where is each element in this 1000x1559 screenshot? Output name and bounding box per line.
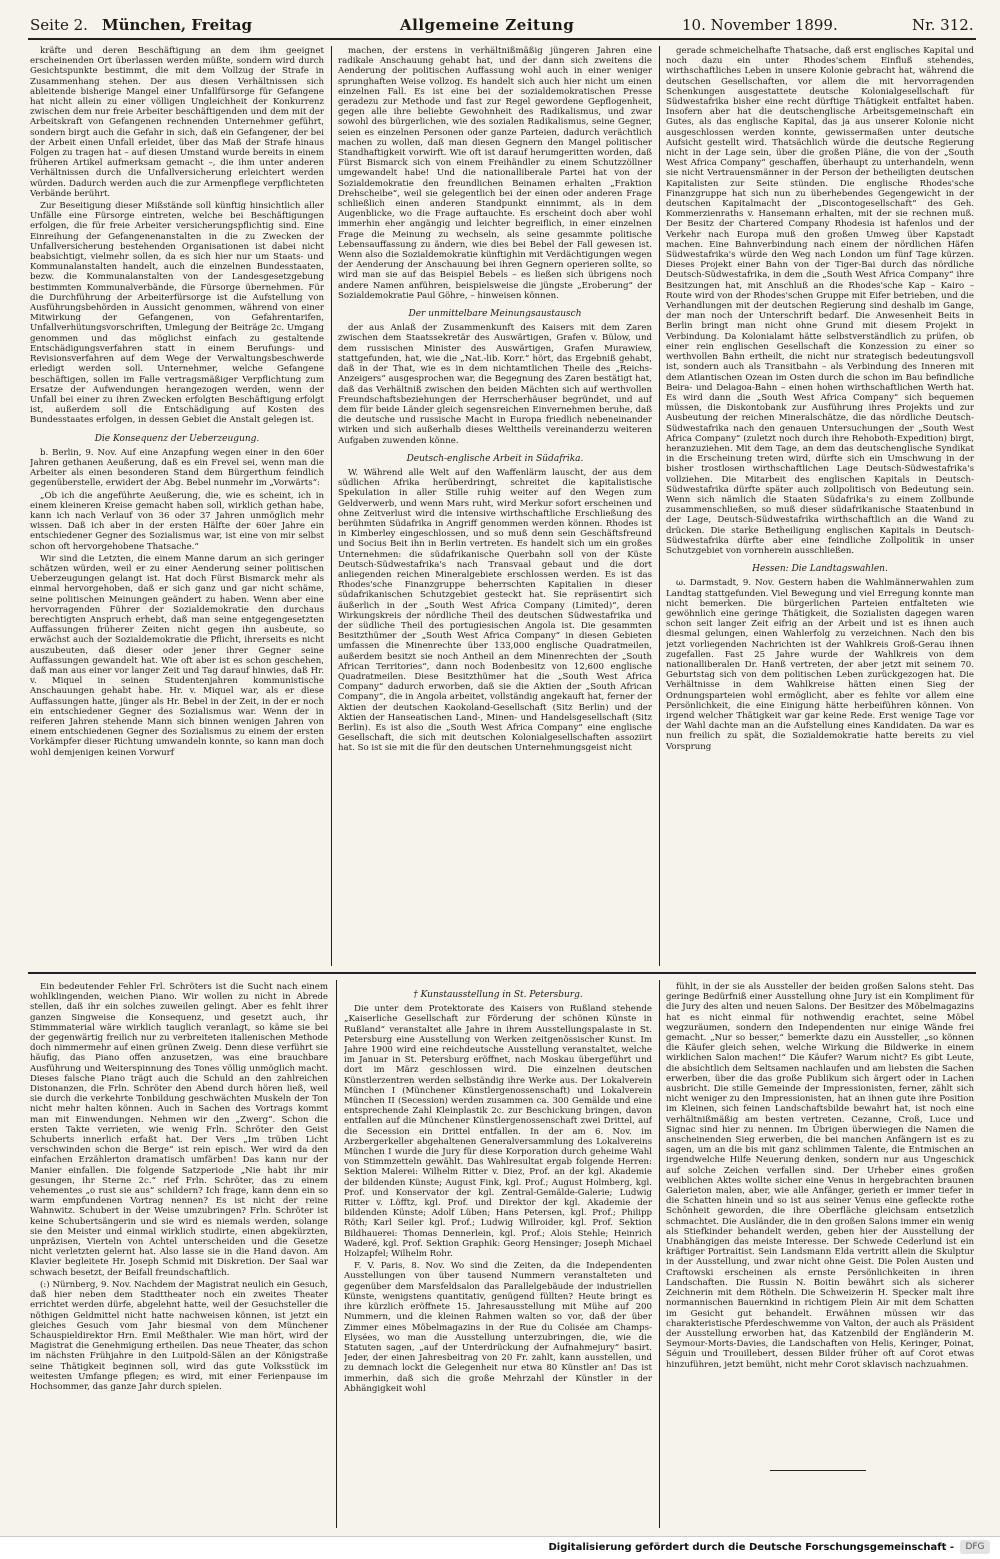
- digitization-footer: [0, 1536, 1000, 1559]
- article-paragraph: gerade schmeichelhafte Thatsache, daß erst englisches Kapital und noch dazu ein unter Rhodes'schem Einfluß stehendes, wirthschaftliches Leben in unsere Kolonie gebracht hat, während die deutschen Gesellschaften, vor allem die mit hervorragenden Schenkungen ausgestattete deutsche Kolonialgesellschaft für Südwestafrika bisher eine recht dürftige Thätigkeit entfaltet haben. Insofern aber hat die deutschenglische Arbeitsgemeinschaft ein Gutes, als das englische Kapital, das ja aus unserer Kolonie nicht ausgeschlossen werden konnte, gewissermaßen unter deutsche Aufsicht gestellt wird. Thatsächlich würde die deutsche Regierung nicht in der Lage sein, über die großen Pläne, die von der „South West Africa Company“ geschaffen, überhaupt zu unterhandeln, wenn sie nicht Vertrauensmänner in der Person der betheiligten deutschen Kapitalisten zur Seite stünden. Die englische Rhodes'sche Finanzgruppe hat sich nun zu überhebendes Gegengewicht in der deutschen Kapitalmacht der „Discontogesellschaft“ des Geh. Kommerzienraths v. Hansemann erhalten, mit der sie rechnen muß. Der Besitz der Chartered Company Rhodesia ist hafenlos und der Verkehr nach Europa muß den großen Umweg über Kapstadt machen. Eine Bahnverbindung nach einem der nördlichen Häfen Südwestafrika's würde den Weg nach London um fünf Tage kürzen. Dieses Projekt einer Bahn von der Tiger-Bai durch das nördliche Deutsch-Südwestafrika, in dem die „South West Africa Company“ ihre Besitzungen hat, mit Anschluß an die Rhodes'sche Kap – Kairo – Route wird von der Rhodes'schen Gruppe mit Eifer betrieben, und die Verhandlungen mit der deutschen Regierung sind deshalb im Gange, der man noch der Unterschrift bedarf. Die Anwesenheit Beits in Berlin bringt man nicht ohne Grund mit diesem Projekt in Verbindung. Da Kolonialamt hätte selbstverständlich zu prüfen, ob einer rein englischen Gesellschaft die Konzession zu einer so werthvollen Bahn ertheilt, die nicht nur strategisch bedeutungsvoll ist, sondern auch als Transitbahn – als Verbindung des Inneren mit dem Atlantischen Ozean im Osten durch die schon im Bau befindliche Beira- und Delagoa-Bahn – einen hohen wirthschaftlichen Werth hat. Es wird dann die „South West Africa Company“ sich bequemen müssen, die Diskontobank zur Ausführung ihres Projekts und zur Ausbeutung der reichen Mineralschätze, die das nördliche Deutsch-Südwestafrika nach den genauen Untersuchungen der „South West Africa Company“ (zuletzt noch durch ihre Rehoboth-Expedition) birgt, heranzuziehen. Mit dem Tage, an dem das deutschenglische Syndikat in die Erscheinung treten wird, dürfte sich ein Umschwung in der bisher trostlosen wirthschaftlichen Lage Deutsch-Südwestafrika's vollziehen. Die Mitarbeit des englischen Kapitals in Deutsch-Südwestafrika dürfte später auch zollpolitisch von Bedeutung sein. Wenn sich nämlich die Staaten Südafrika's zu einem Zollbunde zusammenschließen, so muß dieser südafrikanische Staatenbund in der Lage, Deutsch-Südwestafrika wirthschaftlich an die Wand zu drücken. Die starke Betheiligung englischen Kapitals in Deutsch-Südwestafrika dürfte aber eine feindliche Zollpolitik in unser Schutzgebiet von vornherein ausschließen.: [666, 46, 974, 556]
- page-header: [28, 14, 976, 40]
- dfg-logo: DFG: [960, 1540, 990, 1554]
- newspaper-title: Allgemeine Zeitung: [400, 16, 575, 34]
- bottom-column-2: [344, 982, 652, 1522]
- section-heading: † Kunstausstellung in St. Petersburg.: [413, 990, 583, 1000]
- column-divider: [336, 980, 337, 1528]
- article-paragraph: Wir sind die Letzten, die einem Manne darum an sich geringer schätzen würden, weil er zu einer Aenderung seiner politischen Ueberzeugungen gelangt ist. Hat doch Fürst Bismarck mehr als einmal hervorgehoben, daß er sich ganz und gar nicht schäme, seine politischen Meinungen geändert zu haben. Wenn aber eine hervorragenden Führer der Sozialdemokratie den durchaus berechtigten Anspruch erhebt, daß man seine entgegengesetzten Auffassungen früherer Zeiten nicht gegen ihn ausbeute, so erwächst auch der Sozialdemokratie die Pflicht, ihrerseits es nicht auszubeuten, daß dieser oder jener ihrer Gegner seine Auffassungen gewandelt hat. Wie oft aber ist es schon geschehen, daß man aus einer vor langer Zeit und Tag darauf hinwies, daß Hr. v. Miquel in seinen Studentenjahren kommunistische Anschauungen gehabt habe. Hr. v. Miquel war, als er diese Auffassungen hatte, jünger als Hr. Bebel in der Zeit, in der er noch ein entschiedener Gegner des Sozialismus war. Wenn der in reiferen Jahren stehende Mann sich binnen wenigen Jahren von einem entschiedenen Gegner des Sozialismus zu einem der ersten Vorkämpfer dieser Richtung umwandeln konnte, so kann man doch wohl demjenigen keinen Vorwurf: [30, 553, 324, 758]
- article-paragraph: kräfte und deren Beschäftigung an dem ihm geeignet erscheinenden Ort überlassen werden müßte, sondern wird durch Gesichtspunkte bestimmt, die mit dem Vollzug der Strafe in Zusammenhang stehen. Der aus diesen Verhältnissen sich ableitende bisherige Mangel einer Unfallfürsorge für Gefangene hat nicht allein zu einer völligen Ungleichheit der Konkurrenz zwischen dem nur freie Arbeiter beschäftigenden und dem mit der Arbeitskraft von Gefangenen rechnenden Unternehmer geführt, sondern birgt auch die Gefahr in sich, daß ein Gefangener, der bei der Arbeit einen Unfall erleidet, über das Maß der Strafe hinaus Folgen zu tragen hat – auf diesen Umstand wurde bereits in einem früheren Artikel aufmerksam gemacht –, die ihm unter anderen Verhältnissen durch die Unfallversicherung erleichtert werden würden. Dadurch werden auch die zur Armenpflege verpflichteten Verbände berührt.: [30, 46, 324, 199]
- article-paragraph: „Ob ich die angeführte Aeußerung, die, wie es scheint, ich in einem kleineren Kreise gemacht haben soll, wirklich gethan habe, kann ich nach Verlauf von 36 oder 37 Jahren unmöglich mehr wissen. Daß ich aber in der ersten Hälfte der 60er Jahre ein entschiedener Gegner des Sozialismus war, ist eine von mir selbst schon oft hervorgehobene Thatsache.“: [30, 490, 324, 552]
- article-paragraph: b. Berlin, 9. Nov. Auf eine Anzapfung wegen einer in den 60er Jahren gethanen Aeußerung, daß es ein Frevel sei, wenn man die Arbeiter als einen besonderen Stand dem Bürgerthum feindlich gegenüberstelle, erwidert der Abg. Bebel nunmehr im „Vorwärts“:: [30, 447, 324, 489]
- page-number: Seite 2.: [30, 16, 88, 34]
- column-divider: [331, 46, 332, 966]
- section-heading: Die Konsequenz der Ueberzeugung.: [94, 433, 260, 444]
- article-paragraph: der aus Anlaß der Zusammenkunft des Kaisers mit dem Zaren zwischen dem Staatssekretär des Auswärtigen, Grafen v. Bülow, und dem russischen Minister des Auswärtigen, Grafen Murawiew, stattgefunden, hat, wie die „Nat.-lib. Korr.“ hört, das Ergebniß gehabt, daß in der That, wie es in dem nichtamtlichen Theile des „Reichs-Anzeigers“ ausgesprochen war, die Begegnung des Zaren bestätigt hat, daß das Verhältniß zwischen den beiden Mächten sich auf werthvollen Freundschaftsbeziehungen der Herrscherhäuser begründet, und auf dem für beide Länder gleich segensreichen Einvernehmen beruhe, daß die deutsche und russische Macht in Europa friedlich nebeneinander wirken und sich außerhalb dieses Welttheils vereinanderzu weiteren Aufgaben zuwenden könne.: [338, 323, 652, 446]
- article-paragraph: fühlt, in der sie als Aussteller der beiden großen Salons steht. Das geringe Bedürfniß einer Ausstellung ohne Jury ist ein Kompliment für die Jury des alten und neuen Salons. Der Besitzer des Möbelmagazins hat es nicht einmal für nothwendig erachtet, seine Möbel wegzuräumen, sondern den Independenten nur einige Wände frei gemacht. „Nur so besser,“ bemerkte dazu ein Aussteller, „so können die Käufer gleich sehen, welche Wirkung die Bildwerke in einem wirklichen Salon machen!“ Die Käufer? Warum nicht? Es gibt Leute, die absichtlich dem Seltsamen nachlaufen und am liebsten die Sachen erwerben, über die das große Publikum sich ärgert oder in Lachen ausbricht. Die stille Gemeinde der Impressionisten, ferner, zählt sich nicht weniger zu den Impressionisten, hat an ihnen gute ihre Position im Kleinen, sich feinen Landschaftsbilde bewahrt hat, ist noch eine verhältnißmäßig am besten vertreten. Cezanne, Croß, Luce und Signac sind hier zu nennen. Im Übrigen überwiegen die Namen die anscheinenden Sieg erwerben, die bei manchen Anfängern ist es zu sagen, um an die bis mit ganz schlimmen Talente, die Entmischen an irgendwelche Hilfe Neuerung denken, sondern nur aus Ungeschick auf solche Zeichen verfallen sind. Der Urheber eines großen weiblichen Aktes wollte sicher eine Venus in hergebrachten braunen Galerieton malen, aber, wie alle Anfänger, gerieth er immer tiefer in die Schatten hinein und so ist aus seiner Venus eine gefleckte rothe Schönheit geworden, die ihre Oberfläche gleichsam entsetzlich schmachtet. Die Ausländer, die in den großen Salons immer ein wenig als Stiefkinder behandelt werden, geben hier der Ausstellung der Unabhängigen das meiste Interesse. Der Schwede Cederlund ist ein kräftiger Portraitist. Sein Landsmann Elda vertritt allein die Skulptur in der Ausstellung, und zwar nicht ohne Geist. Die Polen Austen und Craftowski erscheinen als ernste Persönlichkeiten in ihren Landschaften. Die Russin N. Boitin bewährt sich als sicherer Zeichnerin mit dem Rötheln. Die Schweizerin H. Specker malt ihre normannischen Bauernkind in richtigem Plein Air mit dem Schatten im Gesicht gut behandelt. Erwähnen müssen wir das charakteristische Pferdeschwemme von Valton, der auch als Präsident der Ausstellung erworben hat, das Katzenbild der Engländerin M. Seymour-Morts-Davies, die Landschaften von Helis, Keringer, Poinat, Séguin und Trouillebert, dessen Bilder früher oft auf Corot etwas hinzuführen, jetzt bemüht, nicht mehr Corot sklavisch nachzuahmen.: [666, 982, 974, 1370]
- issue-date: 10. November 1899.: [682, 16, 838, 34]
- article-paragraph: F. V. Paris, 8. Nov. Wo sind die Zeiten, da die Independenten Ausstellungen von über tausend Nummern veranstalteten und gegenüber dem Marsfeldsalon das Parallelgebäude der industriellen Künste, wenigstens quantitativ, genügend füllten? Heute bringt es ihre kürzlich eröffnete 15. Jahresausstellung mit Mühe auf 200 Nummern, und die kleinen Rahmen walten so vor, daß der über Zimmer eines Möbelmagazins in der Rue du Colisée am Champs-Elysées, wo man die Ausstellung unterzubringen, die, wie die Statuten sagen, „auf der Unterdrückung der Aufnahmejury“ basirt. Jeder, der einen Jahresbeitrag von 20 Fr. zahlt, kann ausstellen, und zu demnach lockt die Gelegenheit nur etwa 80 Künstler an! Das ist immerhin, daß sich die große Mehrzahl der Künstler in der Abhängigkeit wohl: [344, 1261, 652, 1394]
- section-heading: Der unmittelbare Meinungsaustausch: [408, 309, 582, 320]
- article-paragraph: machen, der erstens in verhältnißmäßig jüngeren Jahren eine radikale Anschauung gehabt hat, und der dann sich zweitens die Aenderung der politischen Auffassung wohl auch in einer weniger sprunghaften Weise vollzog. Es handelt sich auch hier nicht um einen einzelnen Fall. Es ist eine bei der sozialdemokratischen Presse geradezu zur Methode und fast zur Regel gewordene Gepflogenheit, gegen alle ihre beliebte Gewohnheit des Radikalismus, und zwar sowohl des bürgerlichen, wie des sozialen Radikalismus, seine Gegner, seien es einzelnen Personen oder ganze Parteien, dadurch verächtlich machen zu wollen, daß man diesen Gegnern den Mangel politischer Standhaftigkeit vorwirft. Wie oft ist darauf herumgeritten worden, daß Fürst Bismarck sich von einem Freihändler zu einem Schutzzöllner umgewandelt habe! Und die nationalliberale Partei hat von der Sozialdemokratie den freundlichen Beinamen erhalten „Fraktion Drehscheibe“, weil sie gelegentlich bei der einen oder anderen Frage schließlich einen anderen Standpunkt einnimmt, als in dem Augenblicke, wo die Frage auftauchte. Es erscheint doch aber wohl immerhin eher angängig und leichter begreiflich, in einer einzelnen Frage die Meinung zu wechseln, als seine gesammte politische Lebensauffassung zu ändern, wie dies bei Bebel der Fall gewesen ist. Wenn also die Sozialdemokratie künftighin mit Verdächtigungen wegen der Aenderung der Anschauung bei ihren Gegnern operieren sollte, so wird man sie auf das Beispiel Bebels – es ließen sich übrigens noch andere Namen anführen, beispielsweise die jüngste „Eroberung“ der Sozialdemokratie Paul Göhre, – hinweisen können.: [338, 46, 652, 301]
- section-heading: Hessen: Die Landtagswahlen.: [752, 564, 888, 575]
- bottom-column-1: [30, 982, 328, 1522]
- section-divider: [28, 972, 976, 974]
- city-day: München, Freitag: [102, 16, 253, 34]
- top-column-3: [666, 46, 974, 966]
- footer-credit: Digitalisierung gefördert durch die Deutsche Forschungsgemeinschaft -: [548, 1542, 954, 1553]
- article-paragraph: Zur Beseitigung dieser Mißstände soll künftig hinsichtlich aller Unfälle eine Fürsorge eintreten, welche bei Beschäftigungen erfolgen, die für freie Arbeiter versicherungspflichtig sind. Eine Einreihung der Gefangenenanstalten in die zu Zwecken der Unfallversicherung bestehenden Organisationen ist dabei nicht beabsichtigt, vielmehr sollen, da es sich hier nur um Staats- und Kommunalanstalten handelt, auch die einzelnen Bundesstaaten, bezw. die Kommunalanstalten von der Landesgesetzgebung bestimmten Kommunalverbände, die Fürsorge übernehmen. Für die Durchführung der Arbeiterfürsorge ist die Aufstellung von Ausführungsbehörden in Aussicht genommen, während von einer Mitwirkung der Gefangenen, von Gefahrentarifen, Unfallverhütungsvorschriften, Umlegung der Beiträge 2c. Umgang genommen und das möglichst einfach zu gestaltende Entschädigungsverfahren statt in einem Berufungs- und Revisionsverfahren auf dem Wege der Verwaltungsbeschwerde erledigt werden soll. Unternehmer, welche Gefangene beschäftigen, sollen im Falle vertragsmäßiger Verpflichtung zum Ersatze der Aufwendungen herangezogen werden, wenn der Unfall bei einer zu ihren Zwecken erfolgten Beschäftigung erfolgt ist, außerdem soll die Entschädigung auf Kosten des Bundesstaates erfolgen, in dessen Gebiet die Anstalt gelegen ist.: [30, 201, 324, 426]
- issue-number: Nr. 312.: [912, 16, 974, 34]
- column-divider: [659, 980, 660, 1528]
- section-heading: Deutsch-englische Arbeit in Südafrika.: [406, 453, 584, 464]
- column-divider: [659, 46, 660, 966]
- article-paragraph: (:) Nürnberg, 9. Nov. Nachdem der Magistrat neulich ein Gesuch, daß hier neben dem Stadttheater noch ein zweites Theater errichtet werden dürfe, abgelehnt hatte, weil der Gesuchsteller die nöthigen Geldmittel nicht hatte nachweisen können, ist jetzt ein gleiches Gesuch vom Jahr biesmal von dem Münchener Schauspieldirektor Hrn. Emil Meßthaler. Wie man hört, wird der Magistrat die Genehmigung ertheilen. Das neue Theater, das schon im nächsten Frühjahre in den Luitpold-Sälen an der Königstraße seine Thätigkeit beginnen soll, wird das gute Volksstück im weitesten Umfange pflegen; es wird, mit einer Ferienpause im Hochsommer, das ganze Jahr durch spielen.: [30, 1279, 328, 1392]
- bottom-column-3: [666, 982, 974, 1460]
- top-column-1: [30, 46, 324, 966]
- article-paragraph: ω. Darmstadt, 9. Nov. Gestern haben die Wahlmännerwahlen zum Landtag stattgefunden. Viel Bewegung und viel Erregung konnte man nicht bemerken. Die bürgerlichen Parteien entfalteten wie gewöhnlich eine geringe Thätigkeit, die Sozialisten dagegen waren schon seit langer Zeit eifrig an der Arbeit und ist es ihnen auch diesmal gelungen, einen Wahlerfolg zu verzeichnen. Nach den bis jetzt vorliegenden Nachrichten ist der Wahlkreis Groß-Gerau ihnen zugefallen. Fast 25 Jahre wurde der Wahlkreis von dem nationalliberalen Dr. Hanß vertreten, der aber jetzt mit seinem 70. Geburtstag sich von dem politischen Leben zurückgezogen hat. Die Verhältnisse in dem Wahlkreise hätten einen Sieg der Ordnungsparteien wohl ermöglicht, aber es fehlte vor allem eine Persönlichkeit, die eine Einigung hätte herbeiführen können. Von irgend welcher Thätigkeit war gar keine Rede. Erst wenige Tage vor der Wahl dachte man an die Aufstellung eines Kandidaten. Da war es nun freilich zu spät, die Sozialdemokratie hatte bereits zu viel Vorsprung: [666, 578, 974, 752]
- top-column-2: [338, 46, 652, 966]
- article-paragraph: Ein bedeutender Fehler Frl. Schröters ist die Sucht nach einem wohlklingenden, weichen Piano. Wir wollen zu nicht in Abrede stellen, daß ihr ein solches zuweilen gelingt. Aber es fehlt ihrer ganzen Singweise die Konsequenz, und gesetzt auch, ihr Stimmmaterial wäre wirklich tauglich veranlagt, so käme sie bei der gegenwärtig freilich nur zu verbreiteten italienischen Methode doch nimmermehr auf einen grünen Zweig. Denn diese verführt sie häufig, das Piano offen anzusetzen, was eine brauchbare Ausführung und Weiterspinnung des Tones völlig unmöglich macht. Dieses falsche Piano trägt auch die Schuld an den zahlreichen Distonanzen, die Frln. Schröter den Abend durch hören ließ, weil sie durch die verkehrte Tonbildung geschwächten Muskeln der Ton nicht mehr halten können. Auch in Sachen des Vortrags kommt man mit Einwendungen. Nehmen wir den „Zwerg“. Schon die ersten Takte verrieten, wie wenig Frln. Schröter den Geist Schuberts innerlich erfaßt hat. Der Vers „Im trüben Licht verschwinden schon die Berge“ ist rein episch. Wer wird da den einfachen Erzählerton dramatisch umfärben! Das kann nur der Manier einfallen. Die folgende Satzperiode „Nie habt ihr mir gesungen, ihr Sterne 2c.“ rief Frln. Schröter, das zu einem vehementes „o rust sie aus“ schildern? Ich frage, kann denn ein so warm empfundenen Vortrag nennen? Es ist nicht der reine Wahnwitz. Schubert in der Weise umzubringen? Frln. Schröter ist keine Schubertsängerin und sie wird es niemals werden, solange sie den Meister und einmal wirklich studirte, einen abgekürzten, unpräzisen, Vierteln von Achtel unterscheiden und die Gesetze nicht verletzten gelernt hat. Also lasse sie in die Hand davon. Am Klavier begleitete Hr. Joseph Schmid mit Diskretion. Der Saal war schwach besetzt, der Beifall freundschaftlich.: [30, 982, 328, 1278]
- article-paragraph: Die unter dem Protektorate des Kaisers von Rußland stehende „Kaiserliche Gesellschaft zur Förderung der schönen Künste in Rußland“ veranstaltet alle Jahre in ihrem Ausstellungspalaste in St. Petersburg eine Ausstellung von Werken zeitgenössischer Kunst. Im Jahre 1900 wird eine reichdeutsche Ausstellung veranstaltet, welche im Januar in St. Petersburg eröffnet, nach Moskau übergeführt und dort im März geschlossen wird. Die einzelnen deutschen Künstlerzentren werden selbständig ihre Werke aus. Der Lokalverein München I (Münchener Künstlergenossenschaft) und Lokalverein München II (Secession) werden zusammen ca. 300 Gemälde und eine entsprechende Zahl Kleinplastik 2c. zur Beschickung bringen, davon entfallen auf die Münchener Künstlergenossenschaft zwei Drittel, auf die Secession ein Drittel entfallen. In der am 6. Nov. im Arzbergerkeller abgehaltenen Generalversammlung des Lokalvereins München I wurde die Jury für diese Korporation durch geheime Wahl von Stimmzetteln gewählt. Das Wahlresultat ergab folgende Herren: Sektion Malerei: Wilhelm Ritter v. Diez, Prof. an der kgl. Akademie der bildenden Künste; August Fink, kgl. Prof.; August Holmberg, kgl. Prof. und Konservator der kgl. Zentral-Gemälde-Galerie; Ludwig Ritter v. Löfftz, kgl. Prof. und Direktor der kgl. Akademie der bildenden Künste; Adolf Lüben; Hans Petersen, kgl. Prof.; Philipp Röth; Karl Seiler kgl. Prof.; Ludwig Willroider, kgl. Prof. Sektion Bildhauerei: Thomas Dennerlein, kgl. Prof.; Alois Stehle; Heinrich Waderé, kgl. Prof. Sektion Graphik: Georg Hensinger; Joseph Michael Holzapfel; Wilhelm Rohr.: [344, 1004, 652, 1260]
- article-paragraph: W. Während alle Welt auf den Waffenlärm lauscht, der aus dem südlichen Afrika herüberdringt, schreitet die kapitalistische Spekulation in aller Stille ruhig weiter auf den Wegen zum Geldverwerb, und wenn Mars ruht, wird Merkur sofort erscheinen und ohne Zeitverlust wird die intensive wirthschaftliche Erschließung des berühmten Südafrika in Angriff genommen werden können. Rhodes ist in Kimberley eingeschlossen, und so muß denn sein Geschäftsfreund und Socius Beit ihn in Berlin vertreten. Es handelt sich um ein großes Unternehmen: die südafrikanische Querbahn soll von der Küste Deutsch-Südwestafrika's nach Transvaal gebaut und die dort anliegenden reichen Mineralgebiete erschlossen werden. Es ist das Rhodes'sche Finanzgruppe beherrschten Kapitalien in dieser südafrikanischen Schutzgebiet gesteckt hat. Sie repräsentirt sich äußerlich in der „South West Africa Company (Limited)“, deren Wirkungskreis der nördliche Theil des deutschen Südwestafrika und der südliche Theil des portugiesischen Angola ist. Die gesammten Besitzthümer der „South West Africa Company“ in diesen Gebieten umfassen die Minenrechte über 133,000 englische Quadratmeilen, außerdem besitzt sie noch Antheil an dem Minenrechten der „South African Territories“, dann noch Bodenbesitz von 12,600 englische Quadratmeilen. Diese Besitzthümer hat die „South West Africa Company“ dadurch erworben, daß sie die Aktien der „South African Company“, die in Angola arbeitet, vollständig angekauft hat, ferner der Aktien der deutschen Kaokoland-Gesellschaft (Sitz Berlin) und der Aktien der Hanseatischen Land-, Minen- und Handelsgesellschaft (Sitz Berlin). Es ist also die „South West Africa Company“ eine englische Gesellschaft, die sich mit deutschen Kolonialgesellschaften assoziirt hat. So ist sie mit die für den deutschen Unternehmungsgeist nicht: [338, 467, 652, 754]
- end-rule: [770, 1470, 866, 1471]
